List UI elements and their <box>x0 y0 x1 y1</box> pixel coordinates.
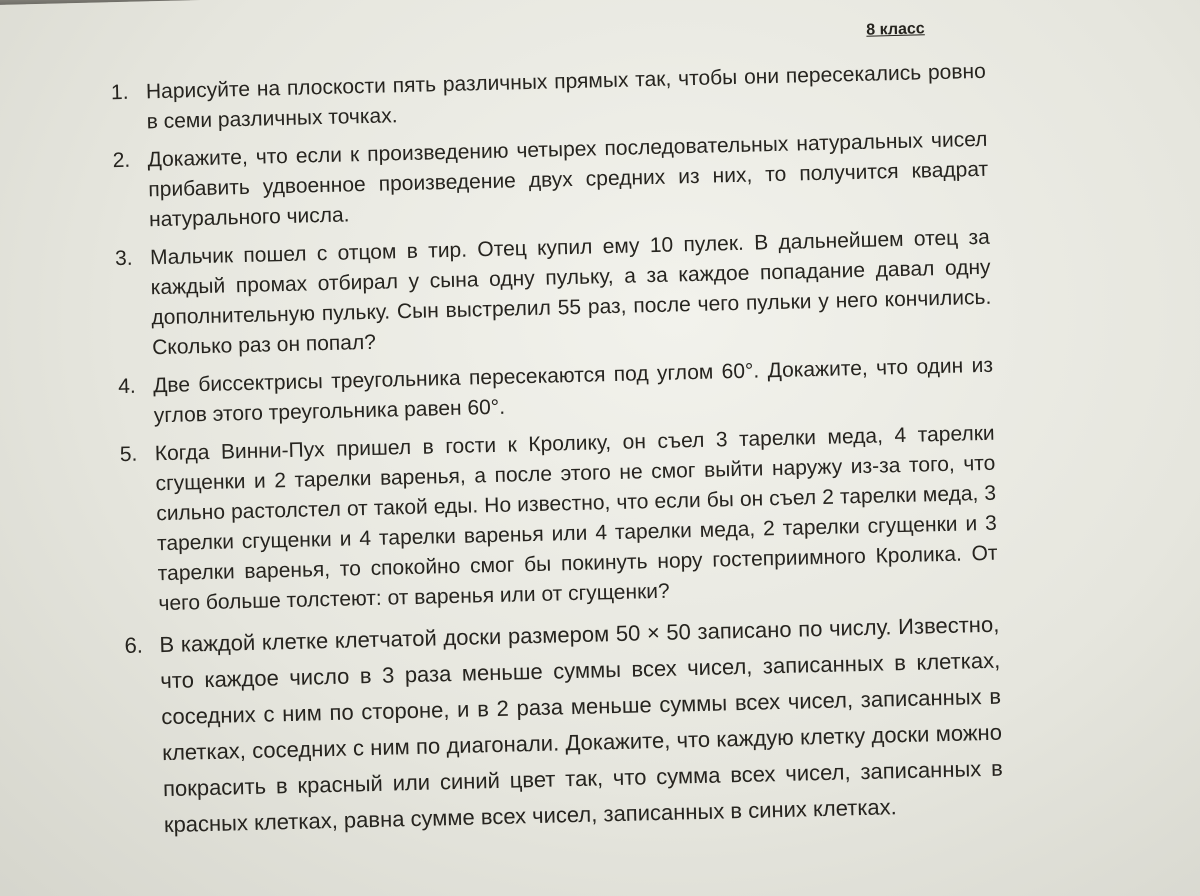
task-text: Докажите, что если к произведению четырех последовательных натуральных чисел прибавить удвоенное произведение двух средних из них, то получится квадрат натурального числа. <box>147 127 989 232</box>
grade-heading: 8 класс <box>866 20 925 39</box>
task-item-3 <box>115 223 993 364</box>
task-item-2 <box>112 125 989 236</box>
task-item-5 <box>119 419 998 620</box>
task-number: 6. <box>124 632 144 659</box>
worksheet-content <box>110 13 1005 852</box>
task-number: 5. <box>119 442 138 467</box>
task-text: Когда Винни-Пух пришел в гости к Кролику, он съел 3 тарелки меда, 4 тарелки сгущенки и 2 тарелки варенья, а после этого не смог выйти наружу из-за того, что сильно растолстел от такой еды. Но известно, что если бы он съел 2 тарелки меда, 3 тарелки сгущенки и 4 тарелки варенья или 4 тарелки меда, 2 тарелки сгущенки и 3 тарелки варенья, то спокойно смог бы покинуть нору гостеприимного Кролика. От чего больше толстеют: от варенья или от сгущенки? <box>154 421 998 616</box>
task-number: 3. <box>114 246 133 271</box>
task-item-6 <box>124 607 1004 844</box>
task-item-4 <box>118 351 994 432</box>
task-text: Две биссектрисы треугольника пересекаются под углом 60°. Докажите, что один из углов этого треугольника равен 60°. <box>152 353 994 428</box>
task-text: Мальчик пошел с отцом в тир. Отец купил ему 10 пулек. В дальнейшем отец за каждый промах отбирал у сына одну пульку, а за каждое попадание давал одну дополнительную пульку. Сын выстрелил 55 раз, после чего пульки у него кончились. Сколько раз он попал? <box>149 225 992 360</box>
task-text: В каждой клетке клетчатой доски размером 50 × 50 записано по числу. Известно, что каждое число в 3 раза меньше суммы всех чисел, записанных в клетках, соседних с ним по стороне, и в 2 раза меньше суммы всех чисел, записанных в клетках, соседних с ним по диагонали. Докажите, что каждую клетку доски можно покрасить в красный или синий цвет так, что сумма всех чисел, записанных в красных клетках, равна сумме всех чисел, записанных в синих клетках. <box>159 611 1004 838</box>
task-item-1 <box>111 57 987 138</box>
task-number: 4. <box>117 374 136 399</box>
task-number: 2. <box>112 148 131 173</box>
task-text: Нарисуйте на плоскости пять различных прямых так, чтобы они пересекались ровно в семи различных точках. <box>145 59 987 134</box>
task-number: 1. <box>110 80 129 105</box>
